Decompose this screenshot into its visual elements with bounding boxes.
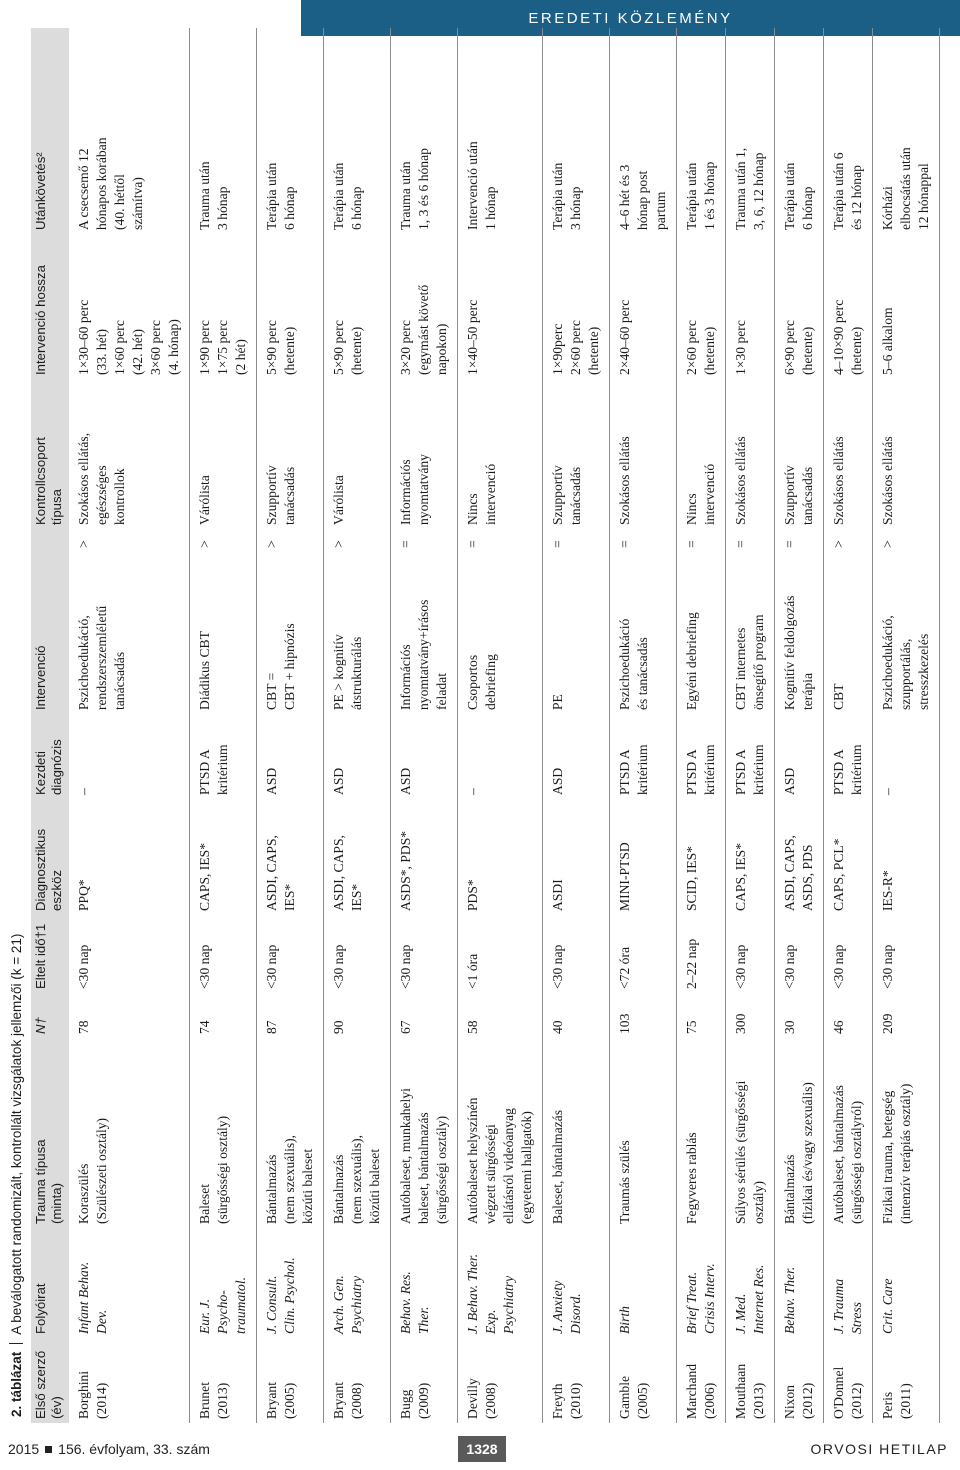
table-row (677, 28, 726, 1423)
cell-followup: Terápia után 6 hónap (257, 28, 324, 234)
cell-n: 46 (824, 993, 873, 1038)
cell-journal: J. Anxiety Disord. (543, 1228, 610, 1338)
cell-author: Devilly (2008) (458, 1338, 543, 1423)
cell-initial: PTSD A kritérium (610, 714, 677, 799)
table-label: 2. táblázat (9, 1351, 24, 1417)
cell-control: Szokásos ellátás (726, 379, 775, 529)
cell-n: 78 (76, 1020, 91, 1034)
cell-n: 209 (873, 993, 940, 1038)
column-header: Trauma típusa (minta) (33, 1139, 64, 1224)
cell-cmp: > (824, 529, 873, 559)
cell-trauma: Fegyveres rablás (677, 1038, 726, 1228)
cell-length: 1×90perc 2×60 perc (hetente) (543, 234, 610, 379)
cell-length: 5–6 alkalom (873, 234, 940, 379)
cell-n: 40 (543, 993, 610, 1038)
cell-author: Brunet (2013) (190, 1338, 257, 1423)
cell-control: Várólista (190, 379, 257, 529)
cell-elapsed: <30 nap (190, 915, 257, 993)
cell-author: Freyth (2010) (543, 1338, 610, 1423)
cell-cmp: > (873, 529, 940, 559)
cell-initial: ASD (543, 714, 610, 799)
cell-initial: PTSD A kritérium (726, 714, 775, 799)
cell-control: Szokásos ellátás (610, 379, 677, 529)
cell-intervention: Egyéni debriefing (677, 559, 726, 714)
column-header: Intervenció hossza (33, 265, 48, 375)
cell-intervention: CBT internetes önsegítő program (726, 559, 775, 714)
cell-tool: ASDI (543, 799, 610, 915)
cell-author: Bryant (2005) (257, 1338, 324, 1423)
cell-tool: CAPS, IES* (726, 799, 775, 915)
cell-tool: SCID, IES* (677, 799, 726, 915)
table-row (543, 28, 610, 1423)
table-body (69, 28, 940, 1423)
cell-cmp: > (76, 540, 91, 548)
cell-trauma: Autóbaleset, munkahelyi baleset, bántalmazás (sürgősségi osztály) (391, 1038, 458, 1228)
cell-control: Szupportív tanácsadás (775, 379, 824, 529)
cell-n: 30 (775, 993, 824, 1038)
cell-cmp: = (391, 529, 458, 559)
cell-length: 4–10×90 perc (hetente) (824, 234, 873, 379)
cell-elapsed: <30 nap (324, 915, 391, 993)
cell-initial: ASD (775, 714, 824, 799)
column-header: Eltelt idő†1 (33, 923, 48, 989)
cell-cmp: > (190, 529, 257, 559)
cell-trauma: Súlyos sérülés (sürgősségi osztály) (726, 1038, 775, 1228)
cell-cmp: = (543, 529, 610, 559)
cell-journal: Arch. Gen. Psychiatry (324, 1228, 391, 1338)
cell-initial: ASD (391, 714, 458, 799)
cell-elapsed: <30 nap (257, 915, 324, 993)
cell-followup: Terápia után 6 hónap (324, 28, 391, 234)
cell-intervention: Kognitív feldolgozás terápia (775, 559, 824, 714)
cell-followup: Terápia után 6 hónap (775, 28, 824, 234)
cell-author: Nixon (2012) (775, 1338, 824, 1423)
cell-initial: – (458, 714, 543, 799)
cell-cmp: = (726, 529, 775, 559)
table-row (824, 28, 873, 1423)
cell-journal: J. Behav. Ther. Exp. Psychiatry (458, 1228, 543, 1338)
cell-n: 103 (610, 993, 677, 1038)
cell-tool: PPQ* (76, 879, 91, 911)
cell-cmp: = (610, 529, 677, 559)
table-header-row (31, 28, 69, 1423)
cell-intervention: Pszichoedukáció, rendszerszemléletű tanácsadás (76, 605, 127, 710)
cell-tool: ASDI, CAPS, IES* (257, 799, 324, 915)
cell-n: 67 (391, 993, 458, 1038)
cell-journal: Behav. Res. Ther. (391, 1228, 458, 1338)
cell-control: Szokásos ellátás, egészséges kontrollok (76, 432, 127, 525)
cell-control: Szupportív tanácsadás (257, 379, 324, 529)
cell-length: 5×90 perc (hetente) (257, 234, 324, 379)
cell-length: 1×90 perc 1×75 perc (2 hét) (190, 234, 257, 379)
cell-elapsed: <30 nap (726, 915, 775, 993)
cell-trauma: Baleset (sürgősségi osztály) (190, 1038, 257, 1228)
cell-n: 90 (324, 993, 391, 1038)
cell-journal: Birth (610, 1228, 677, 1338)
cell-control: Várólista (324, 379, 391, 529)
table-title: A beválogatott randomizált, kontrollált vizsgálatok jellemzői (k = 21) (9, 933, 24, 1335)
cell-journal: Brief Treat. Crisis Interv. (677, 1228, 726, 1338)
table-row (775, 28, 824, 1423)
cell-author: Gamble (2005) (610, 1338, 677, 1423)
cell-intervention: Információs nyomtatvány+írásos feladat (391, 559, 458, 714)
cell-tool: ASDI, CAPS, IES* (324, 799, 391, 915)
cell-tool: IES-R* (873, 799, 940, 915)
cell-control: Szokásos ellátás (873, 379, 940, 529)
cell-intervention: CBT (824, 559, 873, 714)
cell-elapsed: <30 nap (543, 915, 610, 993)
column-header: Diagnosztikus eszköz (33, 828, 64, 911)
column-header: Kezdeti diagnózis (33, 739, 64, 795)
cell-tool: CAPS, PCL* (824, 799, 873, 915)
cell-elapsed: <30 nap (76, 944, 91, 989)
cell-author: Marchand (2006) (677, 1338, 726, 1423)
cell-followup: 4–6 hét és 3 hónap post partum (610, 28, 677, 234)
cell-trauma: Traumás szülés (610, 1038, 677, 1228)
cell-tool: ASDS*, PDS* (391, 799, 458, 915)
cell-elapsed: 2–22 nap (677, 915, 726, 993)
cell-followup: Trauma után 3 hónap (190, 28, 257, 234)
page-number: 1328 (458, 1436, 506, 1462)
table-caption (5, 934, 29, 1417)
cell-intervention: CBT = CBT + hipnózis (257, 559, 324, 714)
cell-intervention: PE (543, 559, 610, 714)
table-row (324, 28, 391, 1423)
cell-journal: J. Consult. Clin. Psychol. (257, 1228, 324, 1338)
cell-elapsed: <30 nap (391, 915, 458, 993)
column-header: Intervenció (33, 645, 48, 710)
cell-initial: – (873, 714, 940, 799)
table-row (873, 28, 940, 1423)
cell-trauma: Bántalmazás (nem szexuális), közúti baleset (324, 1038, 391, 1228)
rotated-table-block (3, 28, 951, 1423)
table-row (610, 28, 677, 1423)
cell-cmp: = (775, 529, 824, 559)
cell-n: 58 (458, 993, 543, 1038)
cell-n: 74 (190, 993, 257, 1038)
cell-elapsed: <72 óra (610, 915, 677, 993)
cell-initial: PTSD A kritérium (190, 714, 257, 799)
table-row (458, 28, 543, 1423)
cell-intervention: Pszichoedukáció, szupportálás, stresszkezelés (873, 559, 940, 714)
column-header: Első szerző (év) (33, 1350, 64, 1419)
cell-trauma: Baleset, bántalmazás (543, 1038, 610, 1228)
cell-intervention: Pszichoedukáció és tanácsadás (610, 559, 677, 714)
cell-journal: Behav. Ther. (775, 1228, 824, 1338)
cell-journal: J. Trauma Stress (824, 1228, 873, 1338)
cell-followup: Terápia után 3 hónap (543, 28, 610, 234)
cell-author: Borghini (2014) (76, 1370, 109, 1419)
cell-initial: ASD (324, 714, 391, 799)
cell-journal: Crit. Care (873, 1228, 940, 1338)
cell-initial: – (76, 788, 91, 795)
cell-control: Nincs intervenció (458, 379, 543, 529)
cell-length: 1×30 perc (726, 234, 775, 379)
table-row (391, 28, 458, 1423)
cell-control: Információs nyomtatvány (391, 379, 458, 529)
cell-intervention: PE > kognitív átstrukturálás (324, 559, 391, 714)
column-header: N† (33, 1017, 48, 1034)
cell-trauma: Fizikai trauma, betegség (intenzív terápiás osztály) (873, 1038, 940, 1228)
cell-elapsed: <30 nap (873, 915, 940, 993)
cell-initial: PTSD A kritérium (677, 714, 726, 799)
cell-n: 75 (677, 993, 726, 1038)
cell-author: Bugg (2009) (391, 1338, 458, 1423)
cell-trauma: Bántalmazás (nem szexuális), közúti baleset (257, 1038, 324, 1228)
square-bullet-icon (45, 1446, 52, 1453)
footer-volume: 156. évfolyam, 33. szám (58, 1441, 210, 1457)
cell-tool: ASDI, CAPS, ASDS, PDS (775, 799, 824, 915)
cell-control: Szupportív tanácsadás (543, 379, 610, 529)
cell-followup: Trauma után 1, 3 és 6 hónap (391, 28, 458, 234)
cell-author: Bryant (2008) (324, 1338, 391, 1423)
cell-tool: PDS* (458, 799, 543, 915)
footer-year: 2015 (8, 1441, 40, 1457)
cell-intervention: Diádikus CBT (190, 559, 257, 714)
footer-issue (8, 1441, 210, 1457)
cell-length: 2×60 perc (hetente) (677, 234, 726, 379)
column-header (31, 529, 69, 559)
cell-cmp: = (677, 529, 726, 559)
cell-followup: Intervenció után 1 hónap (458, 28, 543, 234)
table-row (726, 28, 775, 1423)
cell-elapsed: <1 óra (458, 915, 543, 993)
cell-followup: Trauma után 1, 3, 6, 12 hónap (726, 28, 775, 234)
cell-initial: PTSD A kritérium (824, 714, 873, 799)
cell-n: 87 (257, 993, 324, 1038)
cell-length: 5×90 perc (hetente) (324, 234, 391, 379)
cell-length: 1×30–60 perc (33. hét) 1×60 perc (42. hét) 3×60 perc (4. hónap) (76, 299, 181, 375)
studies-table (31, 28, 940, 1423)
cell-intervention: Csoportos debriefing (458, 559, 543, 714)
cell-length: 3×20 perc (egymást követő napokon) (391, 234, 458, 379)
cell-trauma: Autóbaleset, bántalmazás (sürgősségi osztályról) (824, 1038, 873, 1228)
section-banner: EREDETI KÖZLEMÉNY (301, 0, 960, 36)
cell-length: 6×90 perc (hetente) (775, 234, 824, 379)
column-header: Utánkövetés² (33, 152, 48, 230)
cell-trauma: Koraszülés (Szülészeti osztály) (76, 1117, 109, 1224)
cell-cmp: = (458, 529, 543, 559)
cell-length: 2×40–60 perc (610, 234, 677, 379)
table-row (69, 28, 190, 1423)
cell-tool: CAPS, IES* (190, 799, 257, 915)
cell-author: O'Donnel (2012) (824, 1338, 873, 1423)
cell-elapsed: <30 nap (824, 915, 873, 993)
cell-elapsed: <30 nap (775, 915, 824, 993)
cell-control: Nincs intervenció (677, 379, 726, 529)
table-row (190, 28, 257, 1423)
column-header: Folyóirat (33, 1283, 48, 1334)
cell-initial: ASD (257, 714, 324, 799)
cell-author: Mouthaan (2013) (726, 1338, 775, 1423)
cell-journal: J. Med. Internet Res. (726, 1228, 775, 1338)
cell-followup: Terápia után 1 és 3 hónap (677, 28, 726, 234)
cell-trauma: Bántalmazás (fizikai és/vagy szexuális) (775, 1038, 824, 1228)
cell-tool: MINI-PTSD (610, 799, 677, 915)
cell-followup: A csecsemő 12 hónapos korában (40. héttől számítva) (76, 137, 145, 230)
cell-length: 1×40–50 perc (458, 234, 543, 379)
cell-followup: Kórházi elbocsátás után 12 hónappal (873, 28, 940, 234)
column-header: Kontrollcsoport típusa (33, 437, 64, 525)
table-row (257, 28, 324, 1423)
cell-cmp: > (324, 529, 391, 559)
cell-control: Szokásos ellátás (824, 379, 873, 529)
journal-name: ORVOSI HETILAP (810, 1441, 948, 1457)
cell-journal: Eur. J. Psycho- traumatol. (190, 1228, 257, 1338)
cell-author: Peris (2011) (873, 1338, 940, 1423)
cell-cmp: > (257, 529, 324, 559)
cell-journal: Infant Behav. Dev. (76, 1261, 109, 1334)
cell-n: 300 (726, 993, 775, 1038)
caption-divider (9, 1343, 23, 1344)
cell-followup: Terápia után 6 és 12 hónap (824, 28, 873, 234)
cell-trauma: Autóbaleset helyszínén végzett sürgősségi ellátásról videóanyag (egyetemi hallgatók) (458, 1038, 543, 1228)
